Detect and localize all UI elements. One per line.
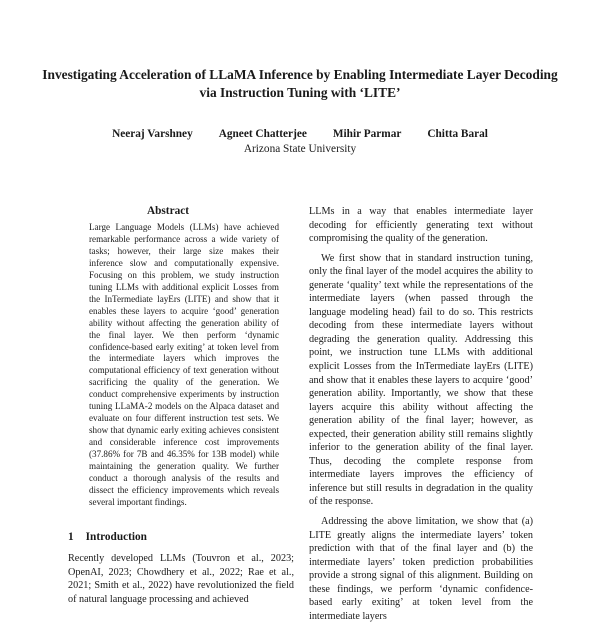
abstract-heading: Abstract [146,205,190,217]
paragraph: Addressing the above limitation, we show that (a) LITE greatly aligns the intermediate layers’ token prediction with that of the final layer and (b) the intermediate layers’ token prediction probabilities provide a strong signal of this alignment. Building on these findings, we perform ‘dynamic confidence-based early exiting’ at token level from the intermediate layers [309,516,533,622]
author-list [60,127,540,141]
paragraph: Recently developed LLMs (Touvron et al., 2023; OpenAI, 2023; Chowdhery et al., 2022; Rae et al., 2021; Smith et al., 2022) have revolutionized the field of natural language processing and achieved [68,553,294,605]
author-name: Mihir Parmar [332,128,402,140]
paragraph: LLMs in a way that enables intermediate layer decoding for efficiently generating text without compromising the quality of the generation. [309,206,533,245]
abstract-body: Large Language Models (LLMs) have achieved remarkable performance across a wide variety of tasks; however, their large size makes their inference slow and computationally expensive. Focusing on this problem, we study instruction tuning LLMs with additional explicit Losses from the InTermediate layErs (LITE) and show that it enables these layers to acquire ‘good’ generation ability without affecting the generation ability of the final layer. We then perform ‘dynamic confidence-based early exiting’ at token level from the intermediate layers which improves the computational efficiency of text generation without sacrificing the quality of the generation. We conduct comprehensive experiments by instruction tuning LLaMA-2 models on the Alpaca dataset and evaluate on four different instruction test sets. We show that dynamic early exiting achieves consistent and considerable inference cost improvements (37.86% for 7B and 46.35% for 13B model) while maintaining the generation quality. We further conduct a thorough analysis of the results and dissect the efficiency improvements which reveals several important findings. [89,222,279,507]
section-heading [68,531,147,543]
author-name: Chitta Baral [427,128,488,140]
author-name: Agneet Chatterjee [218,128,307,140]
author-name: Neeraj Varshney [112,128,193,140]
affiliation: Arizona State University [243,143,357,155]
right-column [309,205,533,622]
paper-title: Investigating Acceleration of LLaMA Inference by Enabling Intermediate Layer Decoding via Instruction Tuning with ‘LITE’ [42,67,558,100]
section-number: 1 [68,531,74,543]
section-title: Introduction [85,531,147,543]
intro-left-column [68,552,294,606]
paragraph: We first show that in standard instruction tuning, only the final layer of the model acquires the ability to generate ‘quality’ text while the representations of the intermediate layers (when passed through the language modeling head) fail to do so. This restricts decoding from these intermediate layers without degrading the generation quality. Addressing this point, we instruction tune LLMs with additional explicit Losses from the InTermediate layErs (LITE) and show that it enables these layers to acquire ‘good’ generation ability. Importantly, we show that these layers acquire this ability without affecting the generation ability of the final layer; however, as expected, their generation ability still remains slightly inferior to the generation ability of the final layer. Thus, decoding the complete response from intermediate layers improves the efficiency of inference but still results in degradation in the quality of the response. [309,252,533,508]
